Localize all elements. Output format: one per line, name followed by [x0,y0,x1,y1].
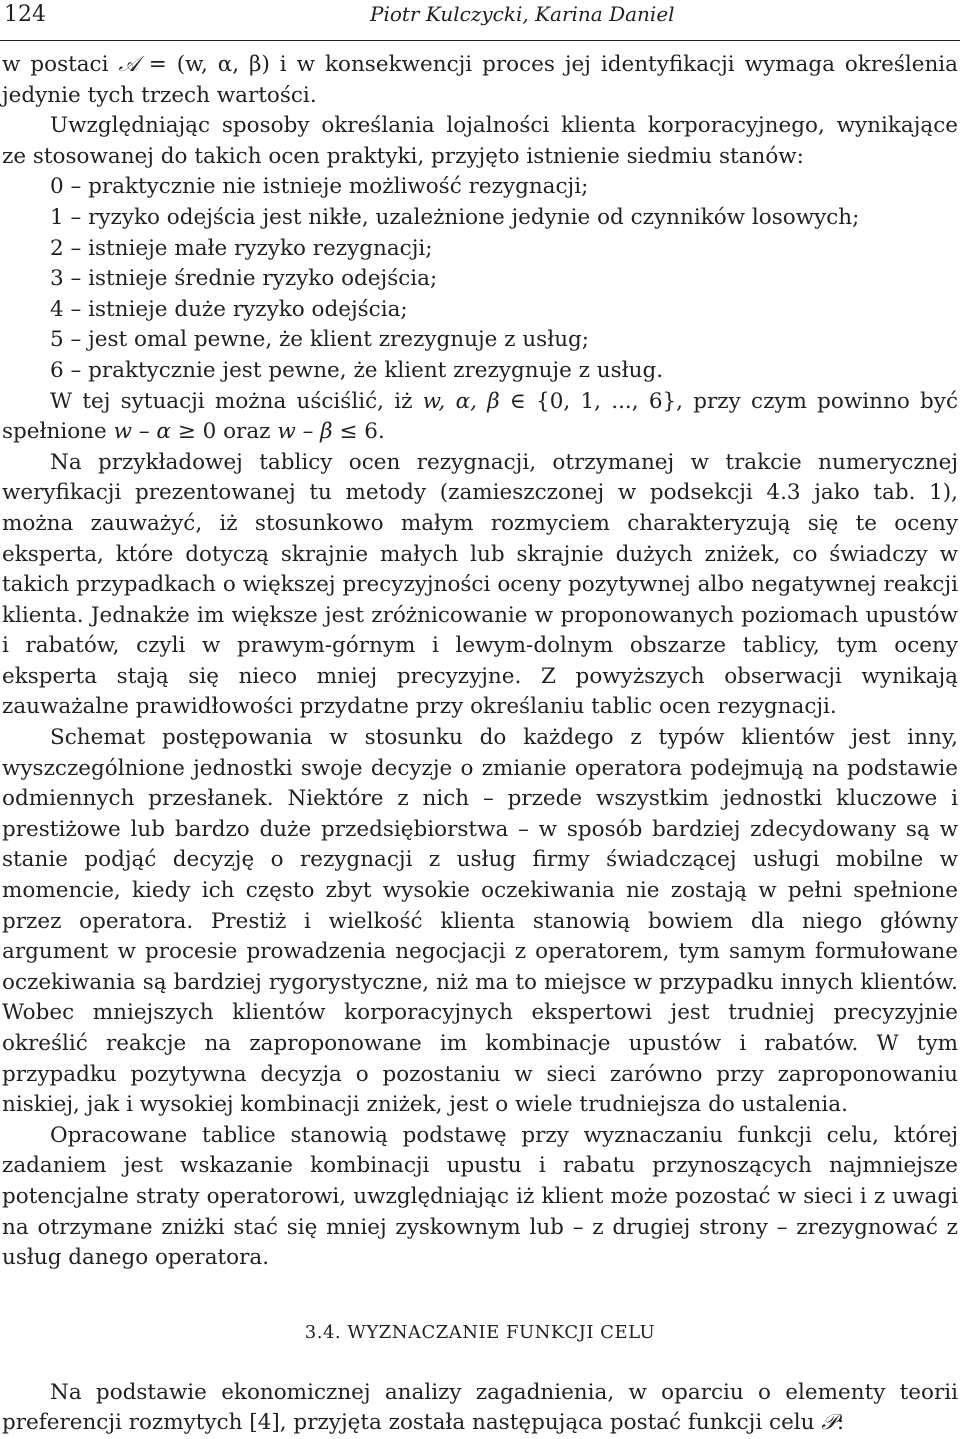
math-vars: w, α, β [422,388,500,414]
text-run: w postaci [2,52,119,77]
math-expr: w – α [113,419,171,445]
page-header [0,0,960,41]
state-item: 4 – istnieje duże ryzyko odejścia; [50,296,408,322]
state-item: 5 – jest omal pewne, że klient zrezygnuje z usług; [50,327,590,353]
text-run: Na podstawie ekonomicznej analizy zagadnienia, w oparciu o elementy teorii preferencji rozmytych [4], przyjęta została następująca postać funkcji celu [2,1379,958,1436]
state-item: 1 – ryzyko odejścia jest nikłe, uzależnione jedynie od czynników losowych; [50,204,860,230]
text-run: = (w, α, β) i w konsekwencji proces jej identyfikacji wymaga określenia jedynie tych trzech wartości. [2,52,959,108]
symbol-P: 𝒫 [821,1410,837,1436]
text-run: W tej sytuacji można uściślić, iż [50,388,423,414]
paragraph-states-intro: Uwzględniając sposoby określania lojalności klienta korporacyjnego, wynikające ze stosowanej do takich ocen praktyki, przyjęto istnienie siedmiu stanów: [2,113,958,169]
text-run: : [836,1410,845,1436]
paragraph-continuation [2,50,958,111]
running-head: Piotr Kulczycki, Karina Daniel [370,2,675,26]
states-list [2,172,958,386]
state-item: 6 – praktycznie jest pewne, że klient zrezygnuje z usług. [50,357,664,383]
text-run: ∈ {0, 1, ..., 6}, przy czym powinno być spełnione [2,388,958,445]
symbol-A: 𝒜 [118,52,139,77]
paragraph-client-behaviour: Schemat postępowania w stosunku do każdego z typów klientów jest inny, wyszczególnione jednostki swoje decyzje o zmianie operatora podejmują na podstawie odmiennych przesłanek. Niektóre z nich – przede wszystkim jednostki kluczowe i prestiżowe lub bardzo duże przedsiębiorstwa – w sposób bardziej zdecydowany są w stanie podjąć decyzję o rezygnacji z usług firmy świadczącej usługi mobilne w momencie, kiedy ich często zbyt wysokie oczekiwania nie zostają w pełni spełnione przez operatora. Prestiż i wielkość klienta stanowią bowiem dla niego główny argument w procesie prowadzenia negocjacji z operatorem, tym samym formułowane oczekiwania są bardziej rygorystyczne, niż ma to miejsce w przypadku innych klientów. Wobec mniejszych klientów korporacyjnych ekspertowi jest trudniej precyzyjnie określić reakcje na zaproponowane im kombinacje upustów i rabatów. W tym przypadku pozytywna decyzja o pozostaniu w sieci zarówno przy zaproponowaniu niskiej, jak i wysokiej kombinacji zniżek, jest o wiele trudniejsza do ustalenia. [2,725,958,1118]
paragraph-table-observation: Na przykładowej tablicy ocen rezygnacji, otrzymanej w trakcie numerycznej weryfikacji prezentowanej tu metody (zamieszczonej w podsekcji 4.3 jako tab. 1), można zauważyć, iż stosunkowo małym rozmyciem charakteryzują się te oceny eksperta, które dotyczą skrajnie małych lub skrajnie dużych zniżek, co świadczy w takich przypadkach o większej precyzyjności oceny pozytywnej albo negatywnej reakcji klienta. Jednakże im większe jest zróżnicowanie w proponowanych poziomach upustów i rabatów, czyli w prawym-górnym i lewym-dolnym obszarze tablicy, tym oceny eksperta stają się nieco mniej precyzyjne. Z powyższych obserwacji wynikają zauważalne prawidłowości przydatne przy określaniu tablic ocen rezygnacji. [2,449,958,720]
text-run: ≥ 0 oraz [170,419,278,445]
state-item: 0 – praktycznie nie istnieje możliwość rezygnacji; [50,174,589,200]
page-body [2,50,958,1439]
page-number: 124 [4,2,46,27]
paragraph-objective-tables: Opracowane tablice stanowią podstawę przy wyznaczaniu funkcji celu, której zadaniem jest wskazanie kombinacji upustu i rabatu przynoszących najmniejsze potencjalne straty operatorowi, uwzględniając iż klient może pozostać w sieci i z uwagi na otrzymane zniżki stać się mniej zyskownym lub – z drugiej strony – zrezygnować z usług danego operatora. [2,1122,958,1271]
paragraph-constraints [2,387,958,448]
section-heading: 3.4. WYZNACZANIE FUNKCJI CELU [304,1321,656,1343]
state-item: 3 – istnieje średnie ryzyko odejścia; [50,266,438,292]
state-item: 2 – istnieje małe ryzyko rezygnacji; [50,235,433,261]
math-expr: w – β [277,419,333,445]
text-run: ≤ 6. [332,419,385,445]
